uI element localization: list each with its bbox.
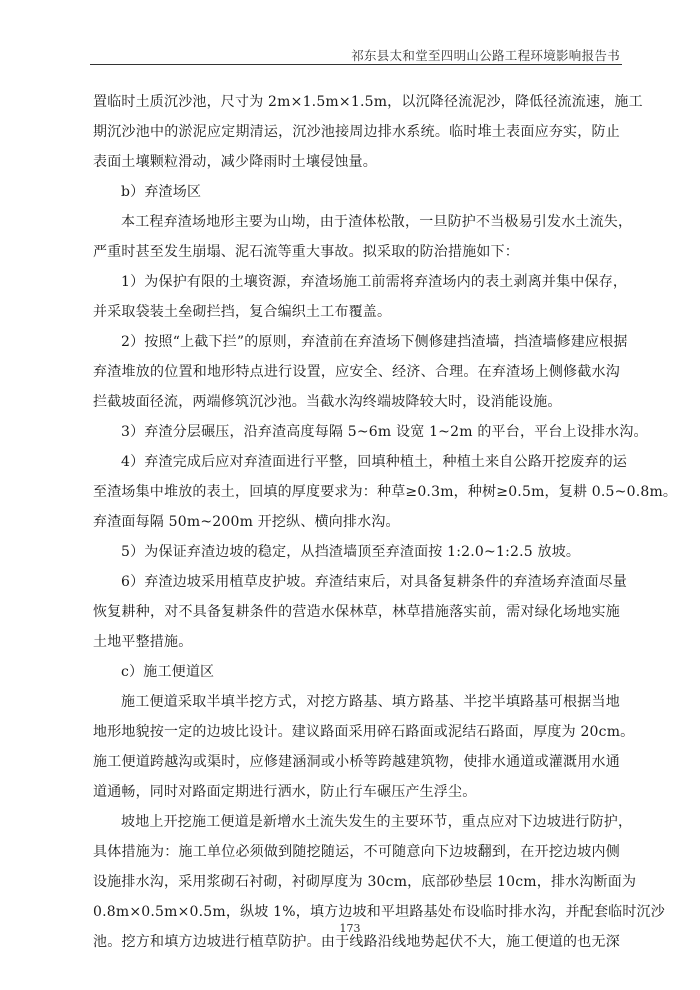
text-line: 具体措施为：施工单位必须做到随挖随运，不可随意向下边坡翻到，在开挖边坡内侧 bbox=[93, 844, 620, 860]
text-line: 池。挖方和填方边坡进行植草防护。由于线路沿线地势起伏不大，施工便道的也无深 bbox=[93, 934, 620, 950]
page-number: 173 bbox=[339, 922, 361, 935]
text-line: 施工便道采取半填半挖方式，对挖方路基、填方路基、半挖半填路基可根据当地 bbox=[121, 694, 620, 710]
text-line: 地形地貌按一定的边坡比设计。建议路面采用碎石路面或泥结石路面，厚度为 20cm。 bbox=[93, 724, 635, 740]
text-line: 3）弃渣分层碾压，沿弃渣高度每隔 5~6m 设宽 1~2m 的平台，平台上设排水沟。 bbox=[121, 424, 648, 440]
text-line: 恢复耕种，对不具备复耕条件的营造水保林草，林草措施落实前，需对绿化场地实施 bbox=[93, 604, 620, 620]
document-title: 祁东县太和堂至四明山公路工程环境影响报告书 bbox=[351, 48, 620, 63]
text-line: 0.8m×0.5m×0.5m，纵坡 1%，填方边坡和平坦路基处布设临时排水沟，并配套临时沉沙 bbox=[93, 904, 665, 920]
paragraph bbox=[93, 270, 628, 330]
text-line: 6）弃渣边坡采用植草皮护坡。弃渣结束后，对具备复耕条件的弃渣场弃渣面尽量 bbox=[121, 574, 628, 590]
paragraph bbox=[93, 570, 628, 660]
text-line: 设施排水沟，采用浆砌石衬砌，衬砌厚度为 30cm，底部砂垫层 10cm，排水沟断面为 bbox=[93, 874, 637, 890]
page-header bbox=[90, 46, 622, 65]
paragraph bbox=[93, 210, 633, 270]
paragraph bbox=[93, 420, 648, 450]
text-line: 弃渣堆放的位置和地形特点进行设置，应安全、经济、合理。在弃渣场上侧修截水沟 bbox=[93, 364, 620, 380]
text-line: b）弃渣场区 bbox=[121, 184, 202, 200]
text-line: 土地平整措施。 bbox=[93, 634, 193, 650]
text-line: 2）按照“上截下拦”的原则，弃渣前在弃渣场下侧修建挡渣墙，挡渣墙修建应根据 bbox=[121, 334, 628, 350]
paragraph bbox=[93, 450, 678, 540]
text-line: 施工便道跨越沟或渠时，应修建涵洞或小桥等跨越建筑物，使排水通道或灌溉用水通 bbox=[93, 754, 620, 770]
page-body bbox=[93, 90, 678, 960]
paragraph bbox=[93, 540, 620, 570]
section-heading bbox=[93, 660, 620, 690]
text-line: 拦截坡面径流，两端修筑沉沙池。当截水沟终端坡降较大时，设消能设施。 bbox=[93, 394, 562, 410]
text-line: c）施工便道区 bbox=[121, 664, 215, 680]
text-line: 坡地上开挖施工便道是新增水土流失发生的主要环节，重点应对下边坡进行防护， bbox=[121, 814, 633, 830]
text-line: 表面土壤颗粒滑动，减少降雨时土壤侵蚀量。 bbox=[93, 154, 377, 170]
paragraph bbox=[93, 810, 665, 960]
text-line: 弃渣面每隔 50m~200m 开挖纵、横向排水沟。 bbox=[93, 514, 400, 530]
text-line: 5）为保证弃渣边坡的稳定，从挡渣墙顶至弃渣面按 1:2.0~1:2.5 放坡。 bbox=[121, 544, 581, 560]
section-heading bbox=[93, 180, 620, 210]
text-line: 严重时甚至发生崩塌、泥石流等重大事故。拟采取的防治措施如下： bbox=[93, 244, 519, 260]
text-line: 并采取袋装土垒砌拦挡，复合编织土工布覆盖。 bbox=[93, 304, 392, 320]
paragraph bbox=[93, 90, 643, 180]
paragraph bbox=[93, 690, 635, 810]
text-line: 本工程弃渣场地形主要为山坳，由于渣体松散，一旦防护不当极易引发水土流失， bbox=[121, 214, 633, 230]
text-line: 期沉沙池中的淤泥应定期清运，沉沙池接周边排水系统。临时堆土表面应夯实，防止 bbox=[93, 124, 620, 140]
text-line: 4）弃渣完成后应对弃渣面进行平整，回填种植土，种植土来自公路开挖废弃的运 bbox=[121, 454, 628, 470]
text-line: 1）为保护有限的土壤资源，弃渣场施工前需将弃渣场内的表土剥离并集中保存， bbox=[121, 274, 628, 290]
text-line: 道通畅，同时对路面定期进行洒水，防止行车碾压产生浮尘。 bbox=[93, 784, 477, 800]
paragraph bbox=[93, 330, 628, 420]
text-line: 置临时土质沉沙池，尺寸为 2m×1.5m×1.5m，以沉降径流泥沙，降低径流流速，施工 bbox=[93, 94, 643, 110]
text-line: 至渣场集中堆放的表土，回填的厚度要求为：种草≥0.3m，种树≥0.5m，复耕 0.5~0.8m。 bbox=[93, 484, 678, 500]
